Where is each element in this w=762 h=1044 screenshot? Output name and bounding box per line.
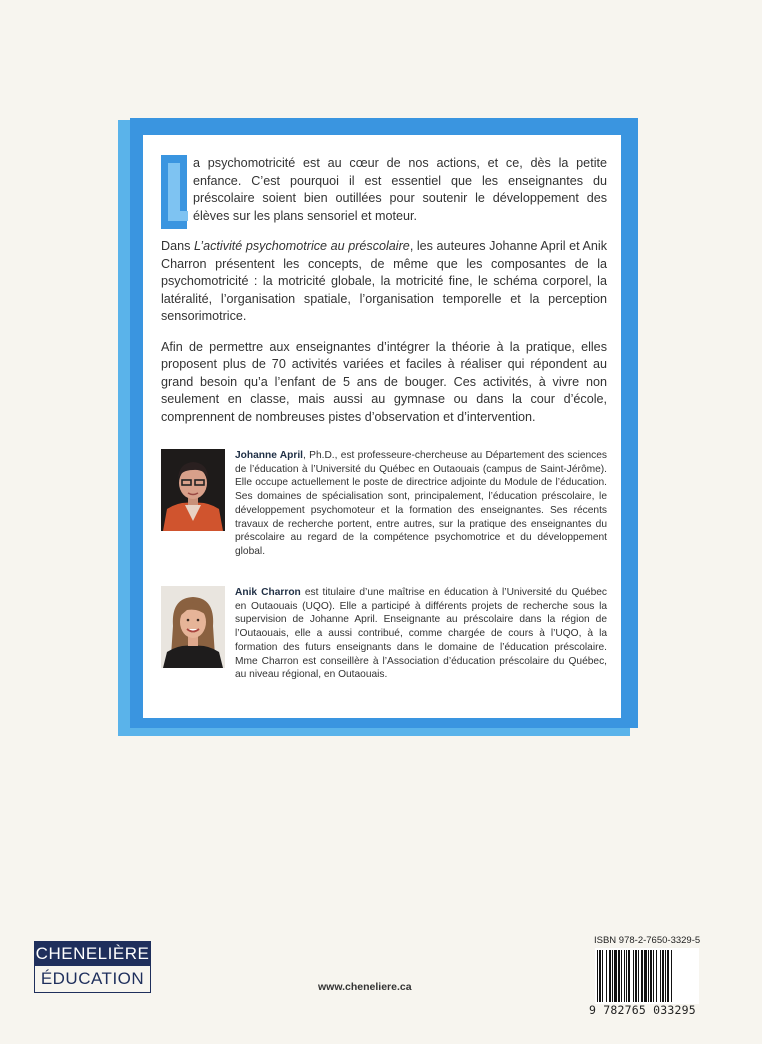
barcode-bar	[609, 950, 611, 1002]
barcode-bar	[618, 950, 620, 1002]
back-cover-content	[161, 155, 608, 681]
summary-paragraph	[161, 238, 607, 326]
publisher-logo	[34, 941, 151, 993]
barcode-bar	[656, 950, 657, 1002]
author-bio-charron-text	[235, 586, 607, 682]
barcode-bar	[650, 950, 652, 1002]
isbn-digits: 9 782765 033295	[589, 1003, 696, 1017]
author-photo-april	[161, 449, 225, 531]
intro-paragraph: a psychomotricité est au cœur de nos actions, et ce, dès la petite enfance. C’est pourquoi il est essentiel que les enseignantes du préscolaire soient bien outillées pour soutenir le développement des élèves sur les plans sensoriel et moteur.	[193, 156, 607, 223]
publisher-logo-line1: CHENELIÈRE	[35, 942, 150, 966]
barcode-bar	[641, 950, 643, 1002]
dropcap-letter-l	[161, 155, 187, 229]
author-name-april: Johanne April	[235, 450, 304, 461]
author-name-charron: Anik Charron	[235, 587, 301, 598]
barcode-bar	[602, 950, 603, 1002]
author-bio-april-body: , Ph.D., est professeure-chercheuse au Département des sciences de l’éducation à l’Université du Québec en Outaouais (campus de Saint-Jérôme). Elle occupe actuellement le poste de directrice adjointe du Module de l’éducation. Ses domaines de spécialisation sont, principalement, l’éducation préscolaire, le développement psychomoteur et la formation des enseignantes. Ses récents travaux de recherche portent, entre autres, sur la pratique des enseignantes du préscolaire au regard de la compétence psychomotrice et du développement global.	[235, 450, 608, 557]
barcode-bar	[638, 950, 639, 1002]
barcode-bar	[648, 950, 649, 1002]
barcode-bar	[644, 950, 647, 1002]
barcode-bar	[614, 950, 617, 1002]
author-bio-april-text	[235, 449, 607, 559]
barcode-bar	[597, 950, 598, 1002]
barcode-bar	[626, 950, 627, 1002]
barcode-bar	[606, 950, 607, 1002]
activities-paragraph: Afin de permettre aux enseignantes d’intégrer la théorie à la pratique, elles proposent plus de 70 activités variées et faciles à réaliser qui répondent au grand besoin qu’a l’enfant de 5 ans de bouger. Ces activités, à vivre non seulement en classe, mais aussi au gymnase ou dans la cour d’école, comprennent de nombreuses pistes d’observation et d’intervention.	[161, 339, 607, 424]
barcode-bar	[635, 950, 637, 1002]
barcode-bar	[665, 950, 666, 1002]
barcode-bar	[662, 950, 664, 1002]
barcode-bar	[621, 950, 622, 1002]
author-bio-charron-body: est titulaire d’une maîtrise en éducation à l’Université du Québec en Outaouais (UQO). Elle a participé à différents projets de recherche sous la supervision de Johanne April. Enseignante au préscolaire dans la région de l’Outaouais, elle a aussi contribué, comme chargée de cours à l’UQO, à la formation des futurs enseignants dans le domaine de l’éducation préscolaire. Mme Charron est conseillère à l’Association d’éducation préscolaire du Québec, au niveau régional, en Outaouais.	[235, 587, 607, 681]
publisher-website[interactable]: www.cheneliere.ca	[318, 981, 412, 993]
publisher-logo-line2: ÉDUCATION	[40, 969, 145, 988]
book-title: L’activité psychomotrice au préscolaire	[193, 239, 410, 253]
isbn-barcode	[595, 948, 699, 1004]
barcode-bar	[628, 950, 630, 1002]
summary-lead: Dans	[161, 239, 194, 253]
barcode-bar	[653, 950, 654, 1002]
barcode-bar	[612, 950, 613, 1002]
barcode-bar	[660, 950, 661, 1002]
barcode-bar	[624, 950, 625, 1002]
barcode-bar	[599, 950, 601, 1002]
summary-body: , les auteures Johanne April et Anik Charron présentent les concepts, de même que les composantes de la psychomotricité : la motricité globale, la motricité fine, le schéma corporel, la latéralité, l’organisation spatiale, l’organisation temporelle et la perception sensorimotrice.	[161, 239, 607, 323]
author-photo-charron	[161, 586, 225, 668]
barcode-bar	[667, 950, 669, 1002]
barcode-bar	[633, 950, 634, 1002]
isbn-label: ISBN 978-2-7650-3329-5	[594, 935, 701, 946]
barcode-bar	[671, 950, 672, 1002]
